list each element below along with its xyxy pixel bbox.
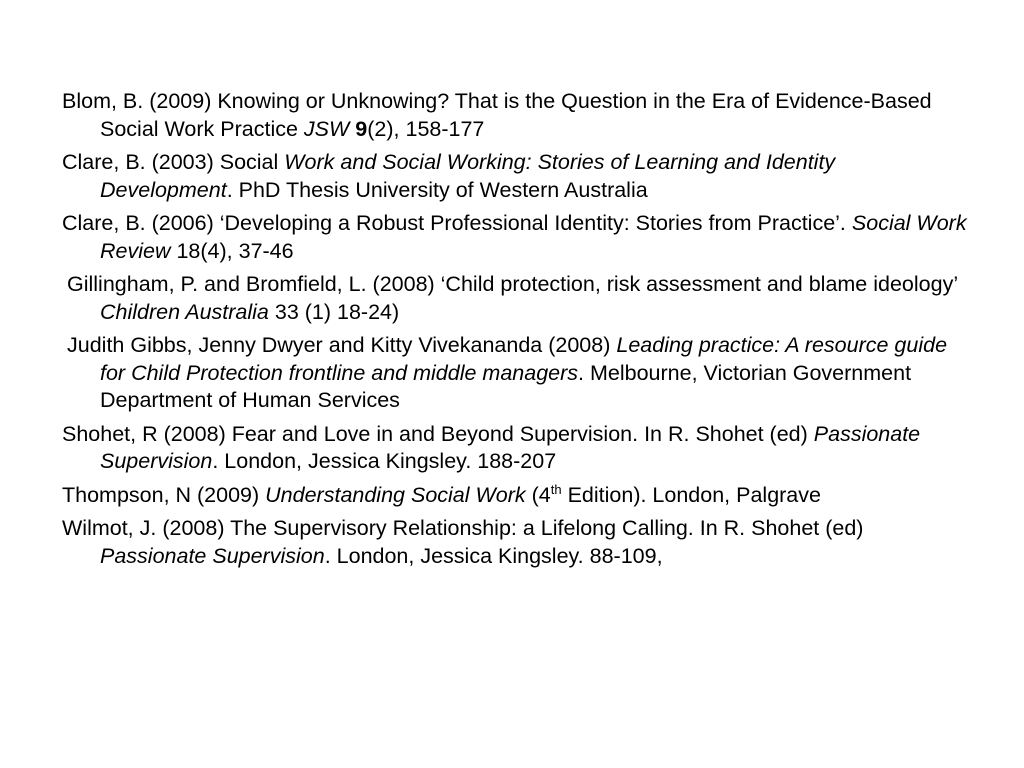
reference-text-normal: (2), 158-177 [367, 116, 485, 141]
reference-text-italic: JSW [303, 116, 350, 141]
reference-text-normal: Blom, B. (2009) Knowing or Unknowing? That is the Question in the Era of Evidence-Based Social Work Practice [62, 89, 932, 141]
reference-text-normal: . PhD Thesis University of Western Australia [226, 177, 648, 202]
reference-text-normal: Shohet, R (2008) Fear and Love in and Beyond Supervision. In R. Shohet (ed) [62, 421, 814, 446]
reference-text-normal: 18(4), 37-46 [170, 238, 294, 263]
reference-text-italic: Understanding Social Work [265, 482, 526, 507]
reference-text-italic: Children Australia [100, 299, 269, 324]
reference-text-normal: Judith Gibbs, Jenny Dwyer and Kitty Vivekananda (2008) [67, 333, 617, 357]
reference-text-italic: Social Work Review [100, 211, 967, 263]
reference-text-normal: 33 (1) 18-24) [268, 299, 400, 324]
reference-entry [62, 482, 972, 510]
reference-list [62, 88, 972, 576]
reference-text-italic: Passionate Supervision [100, 543, 325, 568]
reference-text-sup: th [550, 481, 562, 497]
reference-text-normal: (4 [525, 482, 551, 507]
reference-entry [62, 271, 972, 326]
reference-entry [62, 149, 972, 204]
reference-entry [62, 88, 972, 143]
reference-entry [62, 210, 972, 265]
reference-text-normal: Wilmot, J. (2008) The Supervisory Relationship: a Lifelong Calling. In R. Shohet (ed) [62, 516, 864, 540]
reference-text-italic: Work and Social Working: Stories of Learning and Identity Development [100, 150, 836, 202]
reference-text-normal: Edition). London, Palgrave [561, 482, 821, 507]
reference-entry [62, 515, 972, 570]
reference-text-italic: Passionate Supervision [100, 421, 921, 473]
reference-text-normal: . Melbourne, Victorian Government Department of Human Services [100, 360, 912, 412]
reference-text-normal: . London, Jessica Kingsley. 88-109, [324, 543, 663, 568]
reference-text-bold: 9 [355, 116, 368, 141]
reference-text-normal: Clare, B. (2006) ‘Developing a Robust Professional Identity: Stories from Practice’. [62, 211, 852, 235]
reference-text-italic: Leading practice: A resource guide for Child Protection frontline and middle managers [100, 333, 948, 385]
reference-text-normal: . London, Jessica Kingsley. 188-207 [212, 449, 557, 473]
reference-text-normal: Gillingham, P. and Bromfield, L. (2008) ‘Child protection, risk assessment and blame ideology’ [67, 272, 958, 296]
reference-entry [62, 421, 972, 476]
reference-text-normal: Thompson, N (2009) [62, 482, 266, 507]
reference-text-normal: Clare, B. (2003) Social [62, 150, 285, 174]
reference-entry [62, 332, 972, 415]
